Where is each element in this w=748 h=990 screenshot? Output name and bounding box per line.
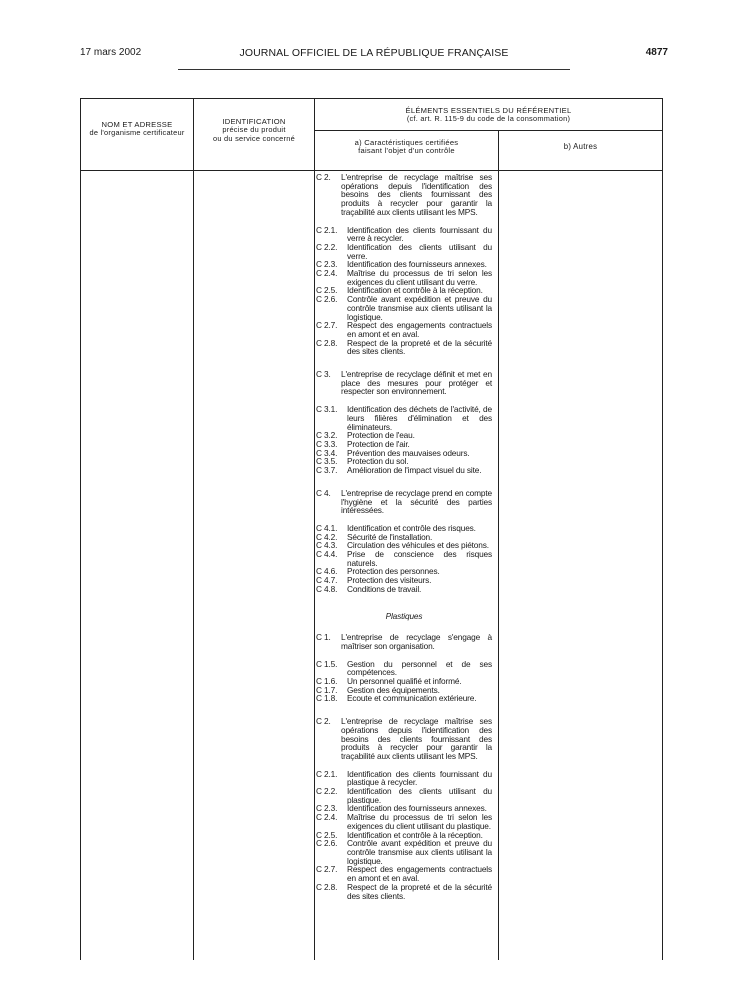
criterion-item: [316, 269, 492, 286]
spacer: [316, 703, 492, 717]
criterion-item: [316, 585, 492, 594]
criterion-code: C 4.2.: [316, 531, 338, 542]
header-identification-line2: précise du produit: [222, 125, 286, 135]
criterion-code: C 2.5.: [316, 829, 338, 840]
header-rule: [178, 69, 570, 70]
criterion-code: C 1.6.: [316, 676, 338, 687]
table-header-bottom-border: [80, 170, 663, 171]
table-top-border: [80, 98, 663, 99]
criterion-text: Protection de l'air.: [347, 438, 410, 449]
criterion-item: [316, 405, 492, 431]
criterion-text: Protection des visiteurs.: [347, 575, 432, 586]
criterion-text: Protection des personnes.: [347, 566, 440, 577]
page-number: 4877: [645, 47, 668, 58]
criterion-code: C 3.2.: [316, 430, 338, 441]
criterion-item: [316, 339, 492, 356]
criterion-item: [316, 660, 492, 677]
criterion-text: Gestion du personnel et de ses compétences.: [347, 658, 492, 678]
criterion-item: [316, 839, 492, 865]
column-divider-3: [498, 130, 499, 960]
criterion-item: [316, 770, 492, 787]
criterion-text: Identification des clients fournissant du verre à recycler.: [347, 224, 492, 244]
header-identification-line1: IDENTIFICATION: [222, 117, 286, 126]
subheader-divider: [314, 130, 663, 131]
criterion-code: C 4.3.: [316, 540, 338, 551]
criterion-code: C 4.8.: [316, 583, 338, 594]
header-organisme-line2: de l'organisme certificateur: [89, 128, 185, 138]
criterion-code: C 4.1.: [316, 522, 338, 533]
characteristics-column: [316, 173, 492, 900]
criterion-code: C 2.5.: [316, 285, 338, 296]
criterion-text: L'entreprise de recyclage prend en compte l'hygiène et la sécurité des parties intéressées.: [341, 487, 492, 516]
criterion-item: [316, 243, 492, 260]
section-heading: Plastiques: [385, 610, 423, 621]
table-left-border: [80, 98, 81, 960]
criterion-text: Respect des engagements contractuels en amont et en aval.: [347, 320, 492, 339]
spacer: [316, 356, 492, 370]
spacer: [316, 475, 492, 489]
criterion-text: Identification et contrôle à la réception.: [347, 285, 483, 296]
criterion-item: [316, 226, 492, 243]
criterion-text: Respect de la propreté et de la sécurité des sites clients.: [347, 881, 492, 901]
criterion-item: [316, 694, 492, 703]
criterion-text: Contrôle avant expédition et preuve du contrôle transmise aux clients utilisant la logistique.: [347, 294, 492, 322]
criterion-code: C 2.1.: [316, 768, 338, 779]
criterion-code: C 2.: [316, 172, 331, 182]
header-identification-line3: ou du service concerné: [213, 133, 295, 143]
header-caracteristiques: [316, 139, 497, 156]
criterion-code: C 2.8.: [316, 881, 338, 892]
criterion-text: L'entreprise de recyclage s'engage à maîtriser son organisation.: [341, 632, 492, 651]
criterion-code: C 1.8.: [316, 693, 338, 704]
header-elements-essentiels: [316, 107, 661, 124]
criterion-code: C 1.5.: [316, 658, 338, 669]
criterion-code: C 2.4.: [316, 812, 338, 823]
criterion-code: C 2.6.: [316, 294, 338, 305]
criterion-item: [316, 321, 492, 338]
criterion-text: Identification des clients fournissant du plastique à recycler.: [347, 768, 492, 788]
criterion-text: Circulation des véhicules et des piétons.: [347, 540, 489, 551]
criterion-item: [316, 813, 492, 830]
criterion-code: C 4.7.: [316, 575, 338, 586]
header-caracteristiques-line2: faisant l'objet d'un contrôle: [358, 146, 455, 156]
criterion-code: C 4.6.: [316, 566, 338, 577]
criterion-lead: [316, 173, 492, 217]
criterion-text: Protection de l'eau.: [347, 430, 415, 441]
criterion-text: L'entreprise de recyclage maîtrise ses opérations depuis l'identification des besoins des clients fournissant des produits à recycler pour garantir la traçabilité aux clients utilisant les MPS.: [341, 716, 492, 761]
criterion-text: Identification et contrôle à la réception.: [347, 829, 483, 840]
table-right-border: [662, 98, 663, 960]
criterion-text: Identification des clients utilisant du plastique.: [347, 786, 492, 805]
header-identification: [195, 118, 313, 143]
criterion-text: Prévention des mauvaises odeurs.: [347, 447, 470, 458]
criterion-item: [316, 883, 492, 900]
criterion-text: Identification des déchets de l'activité, de leurs filières d'élimination et des éliminateurs.: [347, 404, 492, 432]
criterion-text: Ecoute et communication extérieure.: [347, 693, 477, 704]
criterion-text: Identification des fournisseurs annexes.: [347, 803, 487, 814]
criterion-text: Respect des engagements contractuels en amont et en aval.: [347, 864, 492, 884]
criterion-code: C 2.8.: [316, 337, 338, 348]
criterion-code: C 2.: [316, 716, 331, 727]
criterion-code: C 3.3.: [316, 438, 338, 449]
criterion-text: Protection du sol.: [347, 456, 409, 467]
header-date: 17 mars 2002: [80, 47, 142, 58]
criterion-code: C 2.2.: [316, 786, 338, 797]
criterion-text: Maîtrise du processus de tri selon les exigences du client utilisant du verre.: [347, 268, 492, 287]
criterion-code: C 2.3.: [316, 803, 338, 814]
criterion-code: C 2.1.: [316, 224, 338, 235]
criterion-code: C 1.: [316, 632, 331, 643]
criterion-text: Gestion des équipements.: [347, 684, 440, 695]
criterion-item: [316, 787, 492, 804]
header-caracteristiques-line1: a) Caractéristiques certifiées: [354, 138, 459, 147]
criterion-text: L'entreprise de recyclage définit et met en place des mesures pour protéger et respecter son environnement.: [341, 369, 492, 397]
criterion-code: C 2.7.: [316, 320, 338, 331]
criterion-code: C 2.3.: [316, 259, 338, 270]
criterion-code: C 2.7.: [316, 864, 338, 875]
criterion-code: C 3.4.: [316, 447, 338, 458]
criterion-item: [316, 466, 492, 475]
criterion-code: C 4.: [316, 487, 331, 498]
header-autres: b) Autres: [563, 142, 598, 151]
criterion-text: Sécurité de l'installation.: [347, 531, 433, 542]
spacer: [316, 594, 492, 608]
criterion-code: C 3.5.: [316, 456, 338, 467]
criterion-text: Conditions de travail.: [347, 583, 422, 594]
criterion-item: [316, 865, 492, 882]
criterion-lead: [316, 717, 492, 761]
criterion-code: C 3.1.: [316, 404, 338, 415]
criterion-code: C 4.4.: [316, 549, 338, 560]
criterion-text: Amélioration de l'impact visuel du site.: [347, 465, 482, 476]
criterion-item: [316, 550, 492, 567]
criterion-text: Maîtrise du processus de tri selon les exigences du client utilisant du plastique.: [347, 812, 492, 831]
header-elements-line2: (cf. art. R. 115-9 du code de la consommation): [406, 114, 571, 124]
criterion-text: Respect de la propreté et de la sécurité des sites clients.: [347, 337, 492, 357]
criterion-lead: [316, 633, 492, 650]
journal-title: JOURNAL OFFICIEL DE LA RÉPUBLIQUE FRANÇAISE: [239, 47, 509, 59]
criterion-lead: [316, 370, 492, 396]
criterion-text: Identification des clients utilisant du verre.: [347, 241, 492, 261]
criterion-text: Identification et contrôle des risques.: [347, 522, 476, 533]
criterion-text: Un personnel qualifié et informé.: [347, 676, 462, 687]
header-organisme: [82, 121, 192, 138]
criterion-code: C 2.4.: [316, 268, 338, 279]
criterion-text: L'entreprise de recyclage maîtrise ses opérations depuis l'identification des besoins des clients fournissant des produits à recycler pour garantir la traçabilité aux clients utilisant les MPS.: [341, 172, 492, 217]
criterion-code: C 2.6.: [316, 838, 338, 849]
criterion-text: Identification des fournisseurs annexes.: [347, 259, 487, 270]
criterion-text: Contrôle avant expédition et preuve du contrôle transmise aux clients utilisant la logistique.: [347, 838, 492, 866]
column-divider-2: [314, 98, 315, 960]
header-elements-line1: ÉLÉMENTS ESSENTIELS DU RÉFÉRENTIEL: [405, 106, 572, 115]
criterion-code: C 3.: [316, 369, 331, 380]
header-organisme-line1: NOM ET ADRESSE: [101, 120, 173, 129]
criterion-text: Prise de conscience des risques naturels.: [347, 549, 492, 568]
criterion-code: C 1.7.: [316, 684, 338, 695]
criterion-lead: [316, 489, 492, 515]
criterion-code: C 3.7.: [316, 465, 338, 476]
criterion-item: [316, 295, 492, 321]
column-divider-1: [193, 98, 194, 960]
criterion-code: C 2.2.: [316, 241, 338, 252]
